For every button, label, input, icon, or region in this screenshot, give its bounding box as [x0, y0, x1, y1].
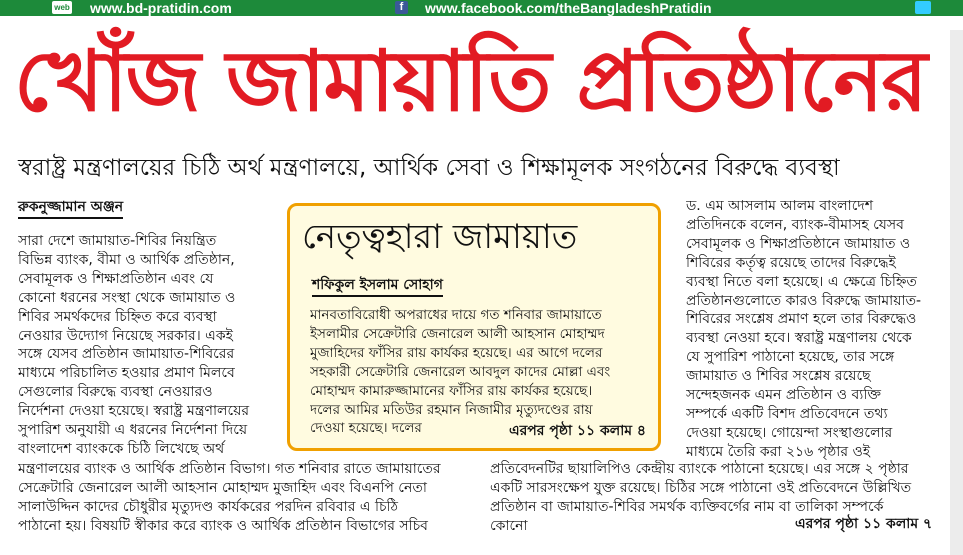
web-icon: web: [52, 1, 72, 14]
main-jump-link[interactable]: এরপর পৃষ্ঠা ১১ কলাম ৭: [795, 516, 933, 532]
story-line: ড. এম আসলাম আলম বাংলাদেশ: [686, 198, 873, 214]
story-line: ব্যবস্থা নিতে বলা হয়েছে। এ ক্ষেত্রে চিহ্নিত: [686, 273, 917, 290]
story-line: প্রতিদিনকে বলেন, ব্যাংক-বীমাসহ যেসব: [686, 216, 904, 233]
box-line: দেওয়া হয়েছে। দলের: [310, 420, 422, 437]
headline: খোঁজ জামায়াতি প্রতিষ্ঠানের: [14, 32, 926, 130]
story-line: প্রতিষ্ঠান বা জামায়াত-শিবির সমর্থক ব্যক্তিবর্গের নাম বা তালিকা সম্পর্কে: [490, 498, 884, 515]
main-story-left-column: [18, 232, 282, 459]
story-line: মাধ্যমে পরিচালিত হওয়ার প্রমাণ মিলবে: [18, 365, 235, 382]
story-line: একটি সারসংক্ষেপ যুক্ত রয়েছে। চিঠির সঙ্গে পাঠানো ওই প্রতিবেদনে উল্লিখিত: [490, 479, 912, 496]
story-line: মন্ত্রণালয়ের ব্যাংক ও আর্থিক প্রতিষ্ঠান বিভাগ। গত শনিবার রাতে জামায়াতের: [18, 461, 441, 477]
facebook-icon: f: [395, 1, 408, 14]
box-line: মানবতাবিরোধী অপরাধের দায়ে গত শনিবার জামায়াতে: [310, 307, 602, 323]
main-story-right-column: [686, 197, 936, 462]
story-line: শিবিরের কর্তৃত্ব রয়েছে তাদের বিরুদ্ধেই: [686, 254, 896, 271]
top-banner: [0, 0, 963, 16]
next-headline-fragment: [230, 540, 410, 555]
story-line: নির্দেশনা দেওয়া হয়েছে। স্বরাষ্ট্র মন্ত্রণালয়ের: [18, 403, 250, 420]
story-line: সেবামূলক ও শিক্ষাপ্রতিষ্ঠান এবং যে: [18, 270, 214, 287]
story-line: ব্যবস্থা নেওয়া হবে। স্বরাষ্ট্র মন্ত্রণালয় থেকে: [686, 330, 912, 347]
story-line: পাঠানো হয়। বিষয়টি স্বীকার করে ব্যাংক ও আর্থিক প্রতিষ্ঠান বিভাগের সচিব: [18, 517, 428, 534]
story-line: কোনো ধরনের সংস্থা থেকে জামায়াত ও: [18, 289, 236, 306]
story-line: দেওয়া হয়েছে। গোয়েন্দা সংস্থাগুলোর: [686, 424, 893, 441]
story-line: মাধ্যমে তৈরি করা ২১৬ পৃষ্ঠার ওই: [686, 443, 871, 460]
main-byline: রুকনুজ্জামান অঞ্জন: [18, 198, 123, 219]
box-line: সহকারী সেক্রেটারি জেনারেল আবদুল কাদের মোল্লা এবং: [310, 363, 611, 380]
sidebar-story-box: [287, 203, 661, 451]
box-jump-link[interactable]: এরপর পৃষ্ঠা ১১ কলাম ৪: [508, 423, 646, 439]
story-line: জামায়াত ও শিবির সংশ্লেষ রয়েছে: [686, 368, 871, 385]
story-line: প্রতিষ্ঠানগুলোতে কারও বিরুদ্ধে জামায়াত-: [686, 292, 922, 309]
website-link[interactable]: www.bd-pratidin.com: [90, 0, 232, 16]
subheadline: স্বরাষ্ট্র মন্ত্রণালয়ের চিঠি অর্থ মন্ত্রণালয়ে, আর্থিক সেবা ও শিক্ষামূলক সংগঠনের বিরুদ্ধে ব্যবস্থা: [18, 155, 840, 181]
box-line: ইসলামীর সেক্রেটারি জেনারেল আলী আহসান মোহাম্মদ: [310, 325, 605, 342]
box-line: মুজাহিদের ফাঁসির রায় কার্যকর হয়েছে। এর আগে দলের: [310, 344, 603, 361]
box-byline: শফিকুল ইসলাম সোহাগ: [312, 276, 443, 297]
story-line: বাংলাদেশ ব্যাংককে চিঠি লিখেছে অর্থ: [18, 440, 225, 457]
story-line: শিবিরের সংশ্লেষ প্রমাণ হলে তার বিরুদ্ধেও: [686, 311, 917, 328]
story-line: সেবামূলক ও শিক্ষাপ্রতিষ্ঠানে জামায়াত ও: [686, 235, 911, 252]
adjacent-column-edge: [950, 30, 963, 555]
story-line: সম্পর্কে একটি বিশদ প্রতিবেদনে তথ্য: [686, 405, 888, 422]
story-line: নেওয়ার উদ্যোগ নিয়েছে সরকার। একই: [18, 327, 233, 344]
story-line: সন্দেহজনক এমন প্রতিষ্ঠান ও ব্যক্তি: [686, 387, 881, 404]
box-line: মোহাম্মদ কামারুজ্জামানের ফাঁসির রায় কার্যকর হয়েছে।: [310, 382, 593, 399]
story-line: সেগুলোর বিরুদ্ধে ব্যবস্থা নেওয়ারও: [18, 384, 213, 401]
story-line: শিবির সমর্থকদের চিহ্নিত করে ব্যবস্থা: [18, 308, 217, 325]
story-line: সেক্রেটারি জেনারেল আলী আহসান মোহাম্মদ মুজাহিদ এবং বিএনপি নেতা: [18, 479, 427, 496]
facebook-link[interactable]: www.facebook.com/theBangladeshPratidin: [425, 0, 712, 16]
story-line: সুপারিশ অনুযায়ী এ ধরনের নির্দেশনা দিয়ে: [18, 422, 248, 439]
box-title: নেতৃত্বহারা জামায়াত: [302, 217, 578, 257]
story-line: বিভিন্ন ব্যাংক, বীমা ও আর্থিক প্রতিষ্ঠান,: [18, 251, 235, 268]
story-line: সারা দেশে জামায়াত-শিবির নিয়ন্ত্রিত: [18, 233, 217, 249]
main-story-left-bottom: [18, 460, 480, 536]
twitter-icon: [915, 1, 931, 14]
box-text: [310, 306, 650, 438]
story-line: সঙ্গে যেসব প্রতিষ্ঠান জামায়াত-শিবিরের: [18, 346, 235, 363]
box-line: দলের আমির মতিউর রহমান নিজামীর মৃত্যুদণ্ডের রায়: [310, 401, 593, 418]
story-line: প্রতিবেদনটির ছায়ালিপিও কেন্দ্রীয় ব্যাংকে পাঠানো হয়েছে। এর সঙ্গে ২ পৃষ্ঠার: [490, 461, 909, 477]
story-line: সালাউদ্দিন কাদের চৌধুরীর মৃত্যুদণ্ড কার্যকরের পরদিন রবিবার এ চিঠি: [18, 498, 399, 515]
story-line: কোনো: [490, 517, 528, 534]
story-line: যে সুপারিশ পাঠানো হয়েছে, তার সঙ্গে: [686, 349, 895, 366]
